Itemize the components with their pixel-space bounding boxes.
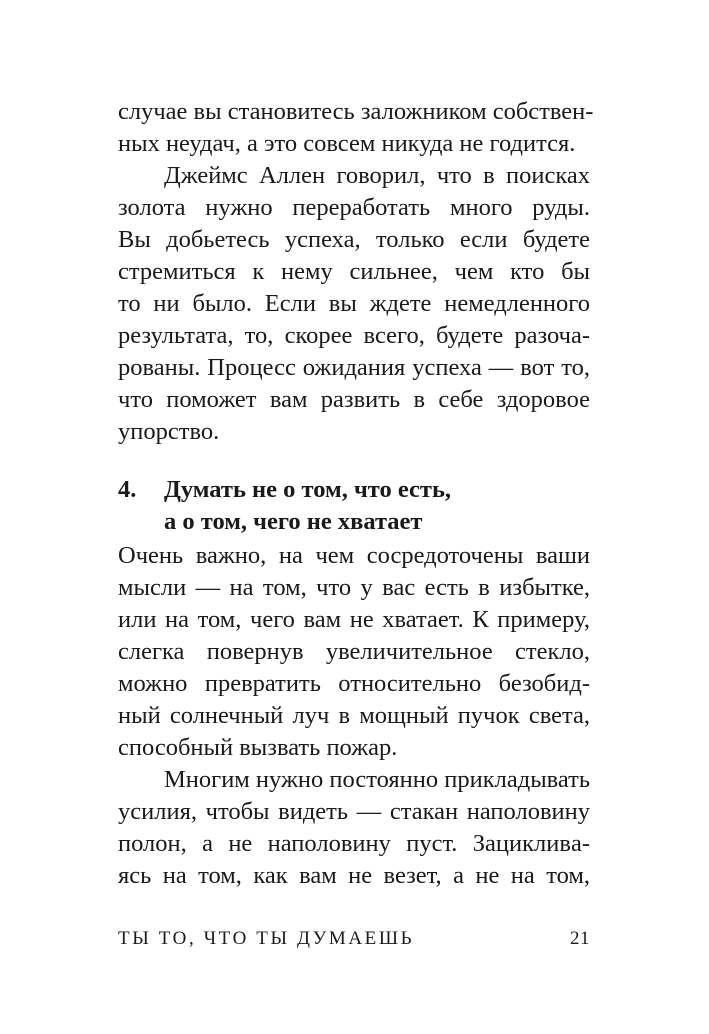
paragraph-line: стремиться к нему сильнее, чем кто бы — [118, 258, 590, 285]
paragraph-line: упорство. — [118, 418, 220, 445]
paragraph-line: золота нужно переработать много руды. — [118, 194, 590, 221]
paragraph-line: что поможет вам развить в себе здоровое — [118, 386, 590, 413]
paragraph-line: Джеймс Аллен говорил, что в поисках — [164, 162, 590, 189]
section-title-line2: а о том, чего не хватает — [164, 508, 423, 535]
paragraph-line: случае вы становитесь заложником собствен- — [118, 98, 594, 125]
page-number: 21 — [570, 928, 590, 949]
section-number: 4. — [118, 476, 137, 503]
paragraph-line: Многим нужно постоянно прикладывать — [164, 766, 591, 793]
paragraph-line: то ни было. Если вы ждете немедленного — [118, 290, 590, 317]
paragraph-line: результата, то, скорее всего, будете разоча- — [118, 322, 590, 349]
paragraph-line: мысли — на том, что у вас есть в избытке, — [118, 574, 590, 601]
paragraph-line: или на том, чего вам не хватает. К примеру, — [118, 606, 590, 633]
paragraph-line: можно превратить относительно безобид- — [118, 670, 590, 697]
paragraph-line: усилия, чтобы видеть — стакан наполовину — [118, 798, 590, 825]
paragraph-line: рованы. Процесс ожидания успеха — вот то, — [118, 354, 590, 381]
paragraph-line: Очень важно, на чем сосредоточены ваши — [118, 542, 590, 569]
paragraph-line: ных неудач, а это совсем никуда не годится. — [118, 130, 576, 157]
section-title-line1: Думать не о том, что есть, — [164, 476, 452, 503]
paragraph-line: слегка повернув увеличительное стекло, — [118, 638, 590, 665]
paragraph-line: Вы добьетесь успеха, только если будете — [118, 226, 590, 253]
paragraph-line: полон, а не наполовину пуст. Зацикливa- — [118, 830, 590, 857]
paragraph-line: способный вызвать пожар. — [118, 734, 398, 761]
running-title: ТЫ ТО, ЧТО ТЫ ДУМАЕШЬ — [118, 928, 415, 949]
paragraph-line: ный солнечный луч в мощный пучок света, — [118, 702, 590, 729]
paragraph-line: ясь на том, как вам не везет, а не на том, — [118, 862, 590, 889]
